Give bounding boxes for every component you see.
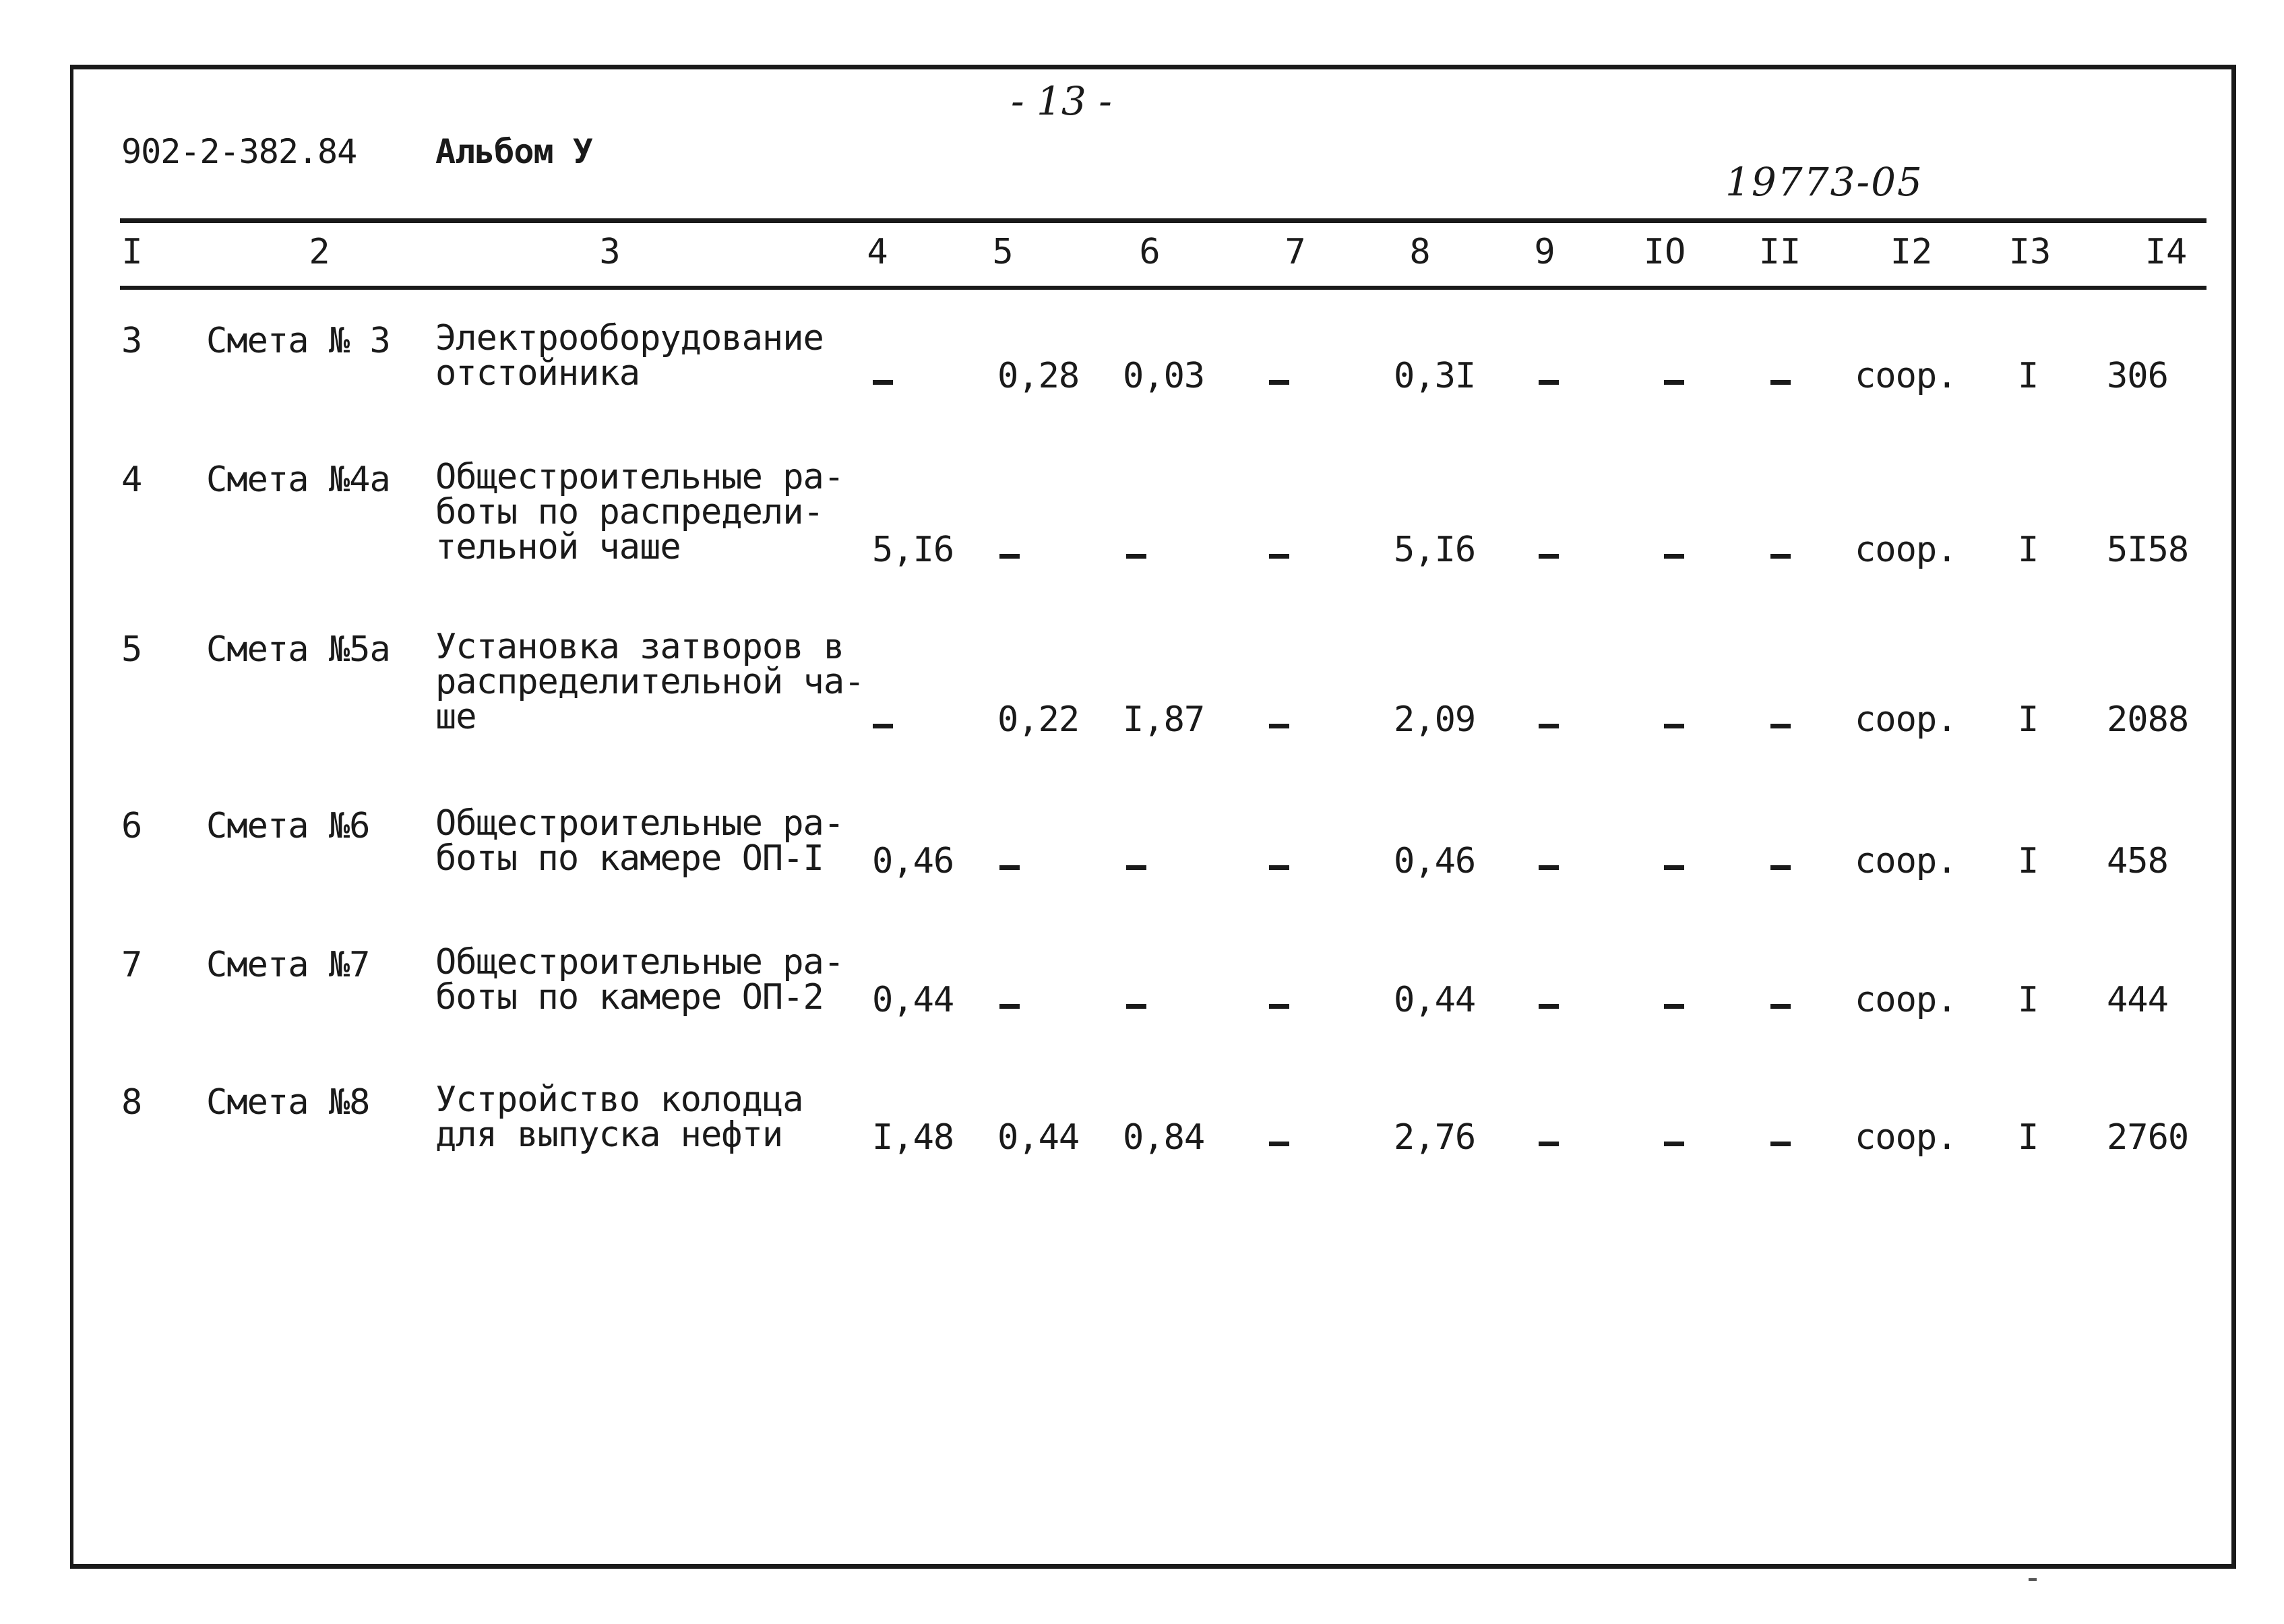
quantity-value: I — [2018, 841, 2039, 881]
column-header: I2 — [1890, 232, 1933, 272]
cost-value: 2088 — [2107, 699, 2189, 740]
document-frame — [70, 65, 2236, 1569]
unit-label: соор. — [1855, 841, 1957, 881]
estimate-label: Смета №7 — [206, 945, 370, 985]
handwritten-number: 19773-05 — [1725, 159, 1923, 205]
amount-value: 0,44 — [997, 1117, 1080, 1158]
column-header: 7 — [1285, 232, 1306, 272]
row-number: 6 — [121, 806, 142, 846]
dash-mark — [1269, 554, 1289, 559]
column-header: I4 — [2144, 232, 2188, 272]
work-description: Общестроительные ра- боты по камере ОП-2 — [435, 942, 844, 1018]
column-header: I3 — [2008, 232, 2051, 272]
dash-mark — [1770, 554, 1791, 559]
column-header: IO — [1643, 232, 1686, 272]
dash-mark — [1126, 1004, 1146, 1009]
cost-value: 2760 — [2107, 1117, 2189, 1158]
row-number: 3 — [121, 321, 142, 361]
dash-mark — [1269, 1142, 1289, 1146]
column-header: I — [121, 232, 143, 272]
amount-value: I,48 — [872, 1117, 954, 1158]
scan-speck — [2029, 1578, 2037, 1581]
row-number: 8 — [121, 1082, 142, 1123]
unit-label: соор. — [1855, 980, 1957, 1020]
estimate-label: Смета №5а — [206, 629, 390, 670]
table-top-rule — [120, 218, 2206, 223]
amount-value: 0,46 — [872, 841, 954, 881]
column-header: 5 — [992, 232, 1014, 272]
dash-mark — [1126, 865, 1146, 870]
amount-value: 0,22 — [997, 699, 1080, 740]
dash-mark — [1664, 865, 1684, 870]
dash-mark — [999, 865, 1020, 870]
dash-mark — [1539, 380, 1559, 385]
dash-mark — [1664, 724, 1684, 728]
column-header: II — [1758, 232, 1801, 272]
amount-value: 0,3I — [1394, 356, 1476, 396]
amount-value: 0,46 — [1394, 841, 1476, 881]
dash-mark — [1770, 865, 1791, 870]
dash-mark — [1539, 1004, 1559, 1009]
dash-mark — [1539, 724, 1559, 728]
column-header: 6 — [1139, 232, 1161, 272]
work-description: Устройство колодца для выпуска нефти — [435, 1080, 803, 1155]
dash-mark — [873, 724, 893, 728]
dash-mark — [1664, 1004, 1684, 1009]
work-description: Общестроительные ра- боты по камере ОП-I — [435, 803, 844, 879]
dash-mark — [999, 554, 1020, 559]
estimate-label: Смета №8 — [206, 1082, 370, 1123]
unit-label: соор. — [1855, 530, 1957, 570]
quantity-value: I — [2018, 1117, 2039, 1158]
unit-label: соор. — [1855, 699, 1957, 740]
work-description: Электрооборудование отстойника — [435, 318, 824, 394]
dash-mark — [1539, 1142, 1559, 1146]
cost-value: 444 — [2107, 980, 2168, 1020]
amount-value: 2,76 — [1394, 1117, 1476, 1158]
dash-mark — [1269, 724, 1289, 728]
page-number: - 13 - — [1011, 78, 1112, 124]
column-header: 2 — [309, 232, 330, 272]
estimate-label: Смета №4а — [206, 460, 390, 500]
row-number: 5 — [121, 629, 142, 670]
dash-mark — [873, 380, 893, 385]
dash-mark — [1770, 380, 1791, 385]
work-description: Установка затворов в распределительной ча- ше — [435, 627, 865, 737]
row-number: 7 — [121, 945, 142, 985]
dash-mark — [1269, 865, 1289, 870]
amount-value: 0,44 — [872, 980, 954, 1020]
quantity-value: I — [2018, 530, 2039, 570]
column-header: 4 — [867, 232, 888, 272]
dash-mark — [1126, 554, 1146, 559]
column-header: 9 — [1534, 232, 1555, 272]
amount-value: 0,84 — [1123, 1117, 1205, 1158]
quantity-value: I — [2018, 356, 2039, 396]
cost-value: 5I58 — [2107, 530, 2189, 570]
amount-value: 5,I6 — [872, 530, 954, 570]
dash-mark — [1269, 1004, 1289, 1009]
cost-value: 306 — [2107, 356, 2168, 396]
row-number: 4 — [121, 460, 142, 500]
document-code: 902-2-382.84 — [121, 132, 357, 171]
amount-value: I,87 — [1123, 699, 1205, 740]
amount-value: 0,44 — [1394, 980, 1476, 1020]
quantity-value: I — [2018, 699, 2039, 740]
dash-mark — [1664, 380, 1684, 385]
album-label: Альбом У — [435, 132, 592, 171]
dash-mark — [1770, 1004, 1791, 1009]
column-header: 3 — [599, 232, 621, 272]
estimate-label: Смета № 3 — [206, 321, 390, 361]
dash-mark — [1664, 554, 1684, 559]
work-description: Общестроительные ра- боты по распредели- тельной чаше — [435, 457, 844, 567]
table-header-rule — [120, 286, 2206, 290]
dash-mark — [1269, 380, 1289, 385]
dash-mark — [1539, 865, 1559, 870]
estimate-label: Смета №6 — [206, 806, 370, 846]
amount-value: 0,03 — [1123, 356, 1205, 396]
dash-mark — [999, 1004, 1020, 1009]
unit-label: соор. — [1855, 1117, 1957, 1158]
amount-value: 5,I6 — [1394, 530, 1476, 570]
dash-mark — [1539, 554, 1559, 559]
unit-label: соор. — [1855, 356, 1957, 396]
column-header: 8 — [1409, 232, 1431, 272]
dash-mark — [1664, 1142, 1684, 1146]
amount-value: 0,28 — [997, 356, 1080, 396]
dash-mark — [1770, 724, 1791, 728]
quantity-value: I — [2018, 980, 2039, 1020]
dash-mark — [1770, 1142, 1791, 1146]
cost-value: 458 — [2107, 841, 2168, 881]
amount-value: 2,09 — [1394, 699, 1476, 740]
